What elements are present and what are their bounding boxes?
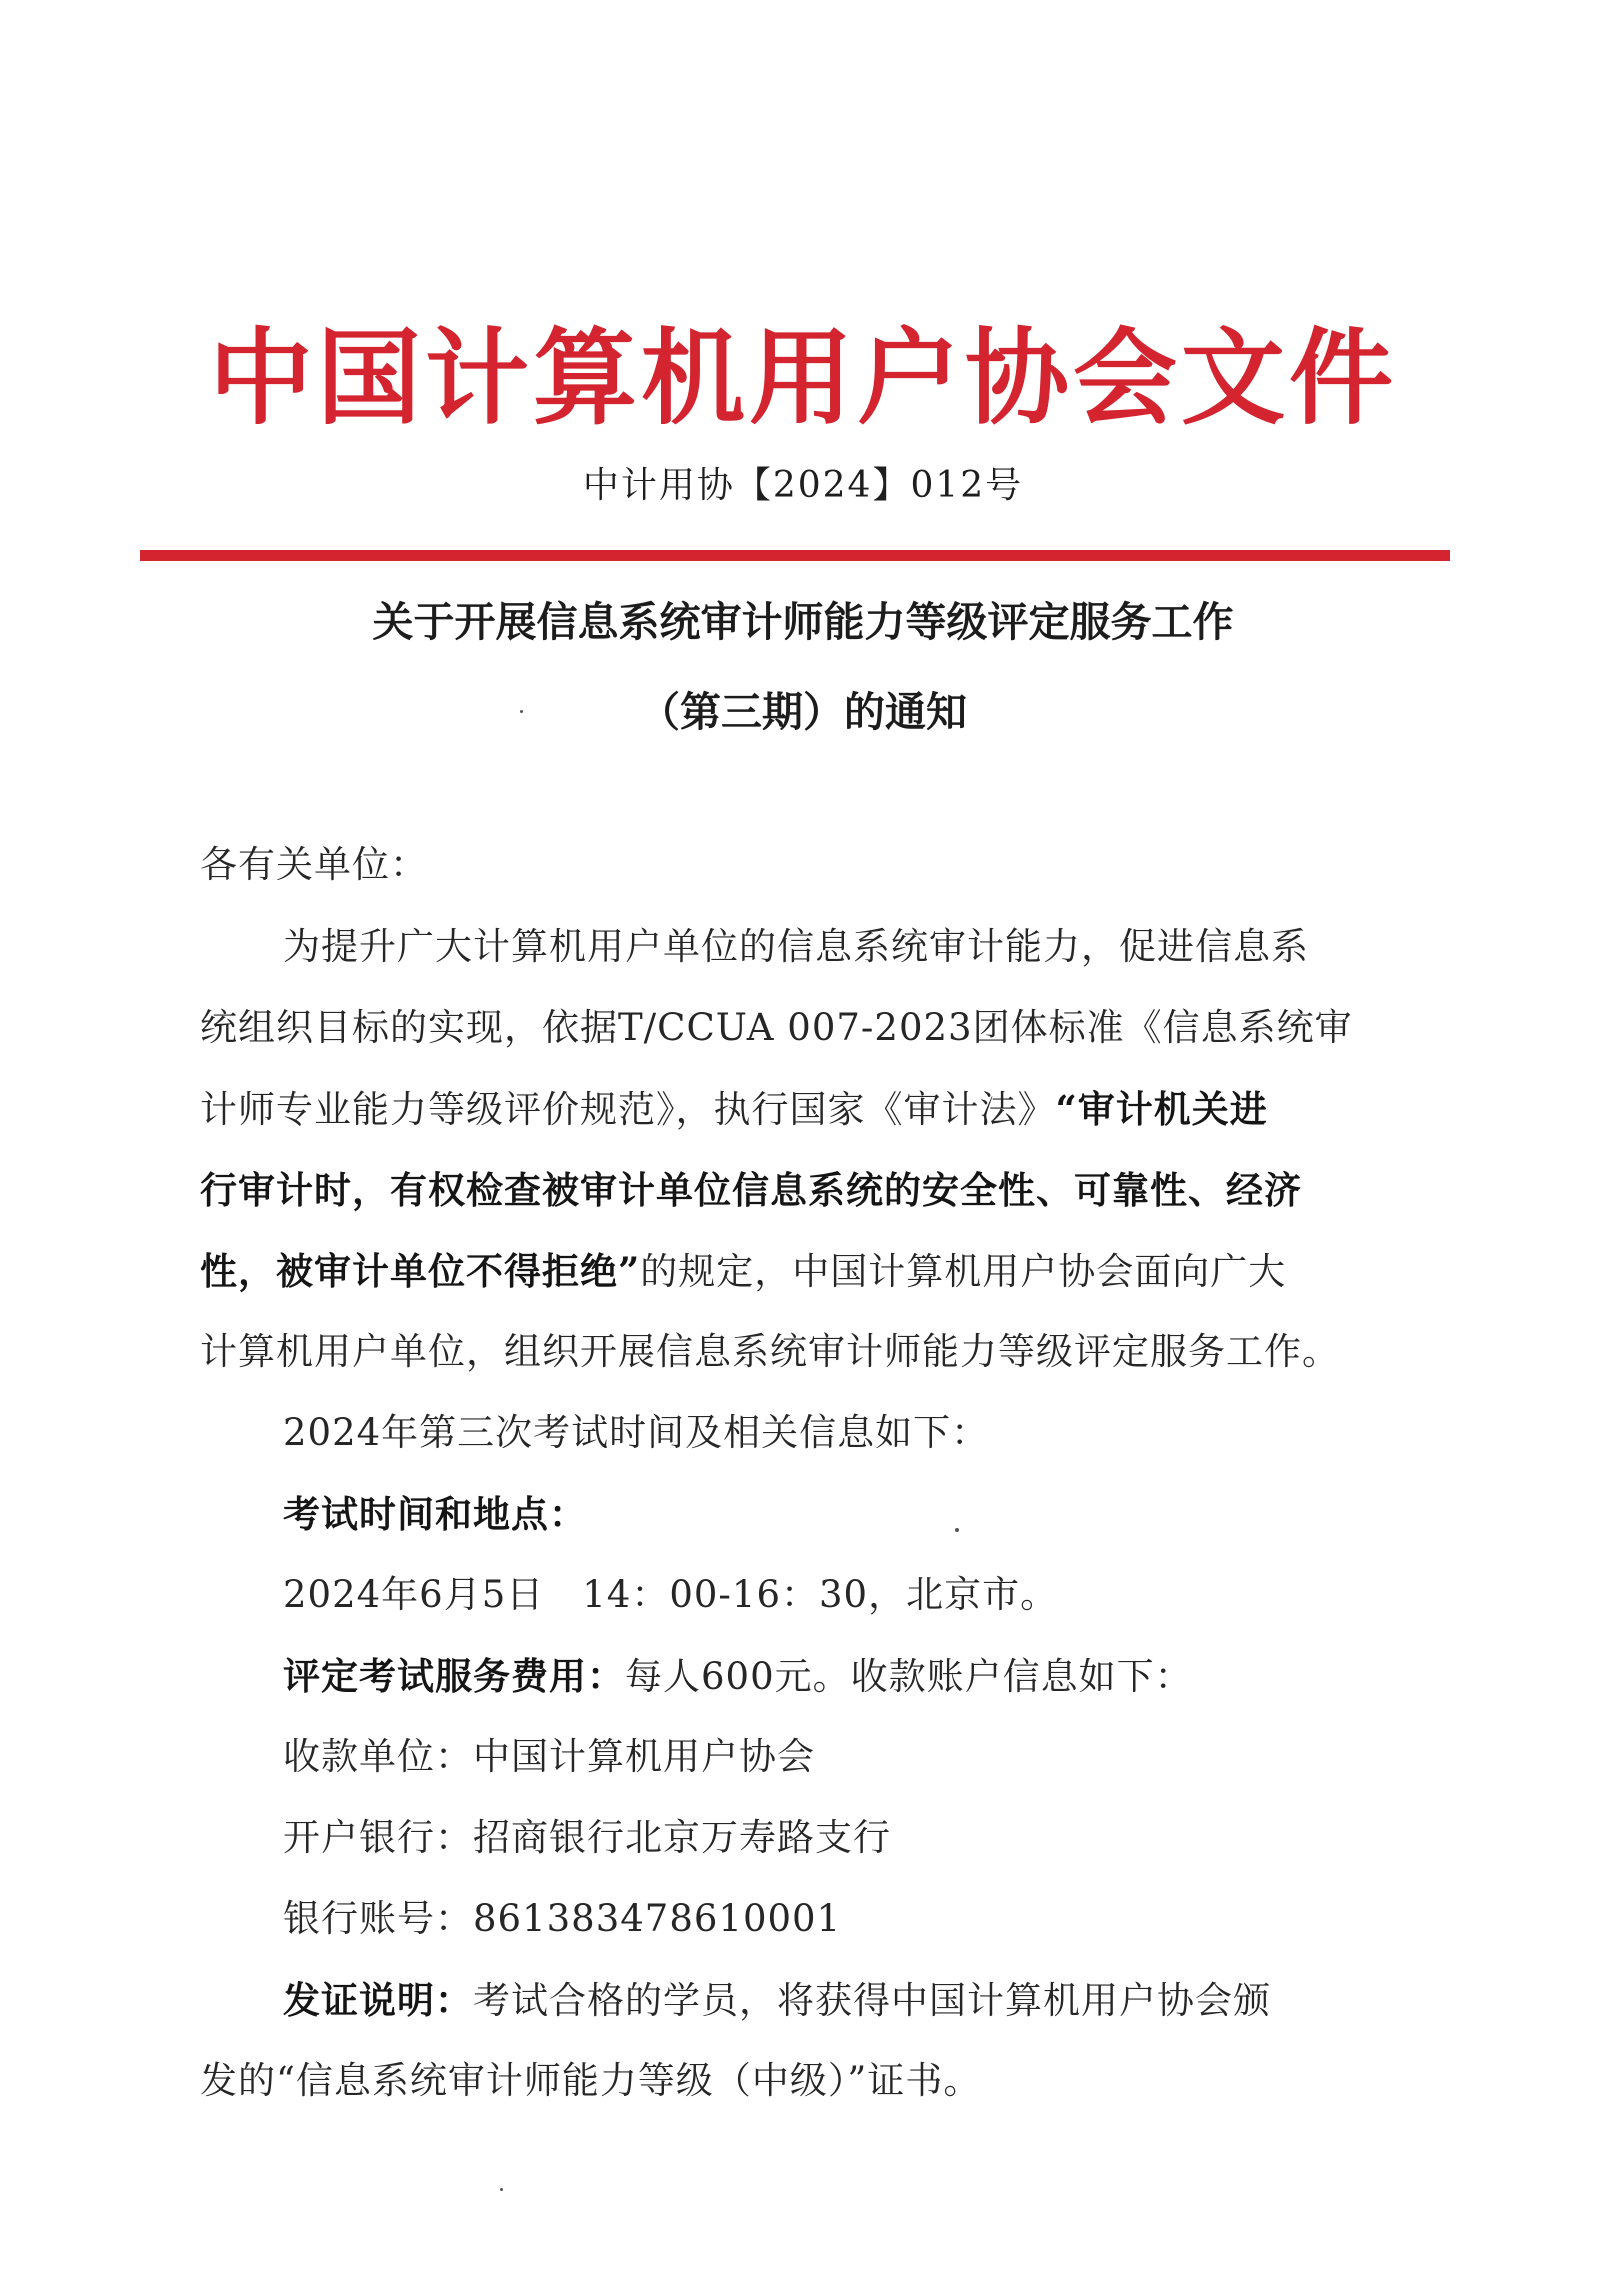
notice-title-line-1: 关于开展信息系统审计师能力等级评定服务工作 — [372, 598, 1234, 646]
exam-time-heading: 考试时间和地点： — [283, 1492, 587, 1536]
paragraph-1-line-3-emphasis: “审计机关进 — [1055, 1087, 1268, 1131]
payee-line: 收款单位：中国计算机用户协会 — [283, 1735, 815, 1778]
scan-speck — [955, 1528, 959, 1532]
paragraph-1-line-5 — [200, 1246, 1400, 1297]
fee-label: 评定考试服务费用： — [283, 1654, 625, 1698]
exam-intro: 2024年第三次考试时间及相关信息如下： — [283, 1411, 990, 1454]
paragraph-1-line-3 — [200, 1084, 1400, 1135]
paragraph-1-line-5-emphasis: 性，被审计单位不得拒绝” — [200, 1249, 641, 1293]
red-divider-rule — [140, 550, 1450, 561]
scan-speck — [520, 710, 523, 713]
paragraph-1-line-6: 计算机用户单位，组织开展信息系统审计师能力等级评定服务工作。 — [200, 1330, 1340, 1373]
scan-speck — [500, 2188, 503, 2191]
bank-line: 开户银行：招商银行北京万寿路支行 — [283, 1816, 891, 1859]
paragraph-1-line-2: 统组织目标的实现，依据T/CCUA 007-2023团体标准《信息系统审 — [200, 1006, 1353, 1049]
certificate-label: 发证说明： — [283, 1978, 473, 2022]
account-line: 银行账号：861383478610001 — [283, 1897, 842, 1940]
certificate-line-1 — [283, 1975, 1483, 2026]
paragraph-1-line-5-text: 的规定，中国计算机用户协会面向广大 — [640, 1250, 1287, 1293]
paragraph-1-line-4: 行审计时，有权检查被审计单位信息系统的安全性、可靠性、经济 — [200, 1168, 1302, 1212]
fee-line — [283, 1651, 1483, 1702]
notice-title-line-2: （第三期）的通知 — [639, 688, 967, 736]
exam-time-value: 2024年6月5日 14：00-16：30，北京市。 — [283, 1573, 1059, 1616]
salutation: 各有关单位： — [200, 843, 428, 886]
organization-header-title: 中国计算机用户协会文件 — [208, 316, 1397, 439]
certificate-text: 考试合格的学员，将获得中国计算机用户协会颁 — [473, 1979, 1271, 2022]
paragraph-1-line-1: 为提升广大计算机用户单位的信息系统审计能力，促进信息系 — [283, 925, 1309, 968]
document-number: 中计用协【2024】012号 — [582, 465, 1024, 506]
fee-value: 每人600元。收款账户信息如下： — [625, 1655, 1193, 1698]
certificate-line-2: 发的“信息系统审计师能力等级（中级）”证书。 — [200, 2059, 982, 2102]
paragraph-1-line-3-text: 计师专业能力等级评价规范》，执行国家《审计法》 — [200, 1088, 1056, 1131]
